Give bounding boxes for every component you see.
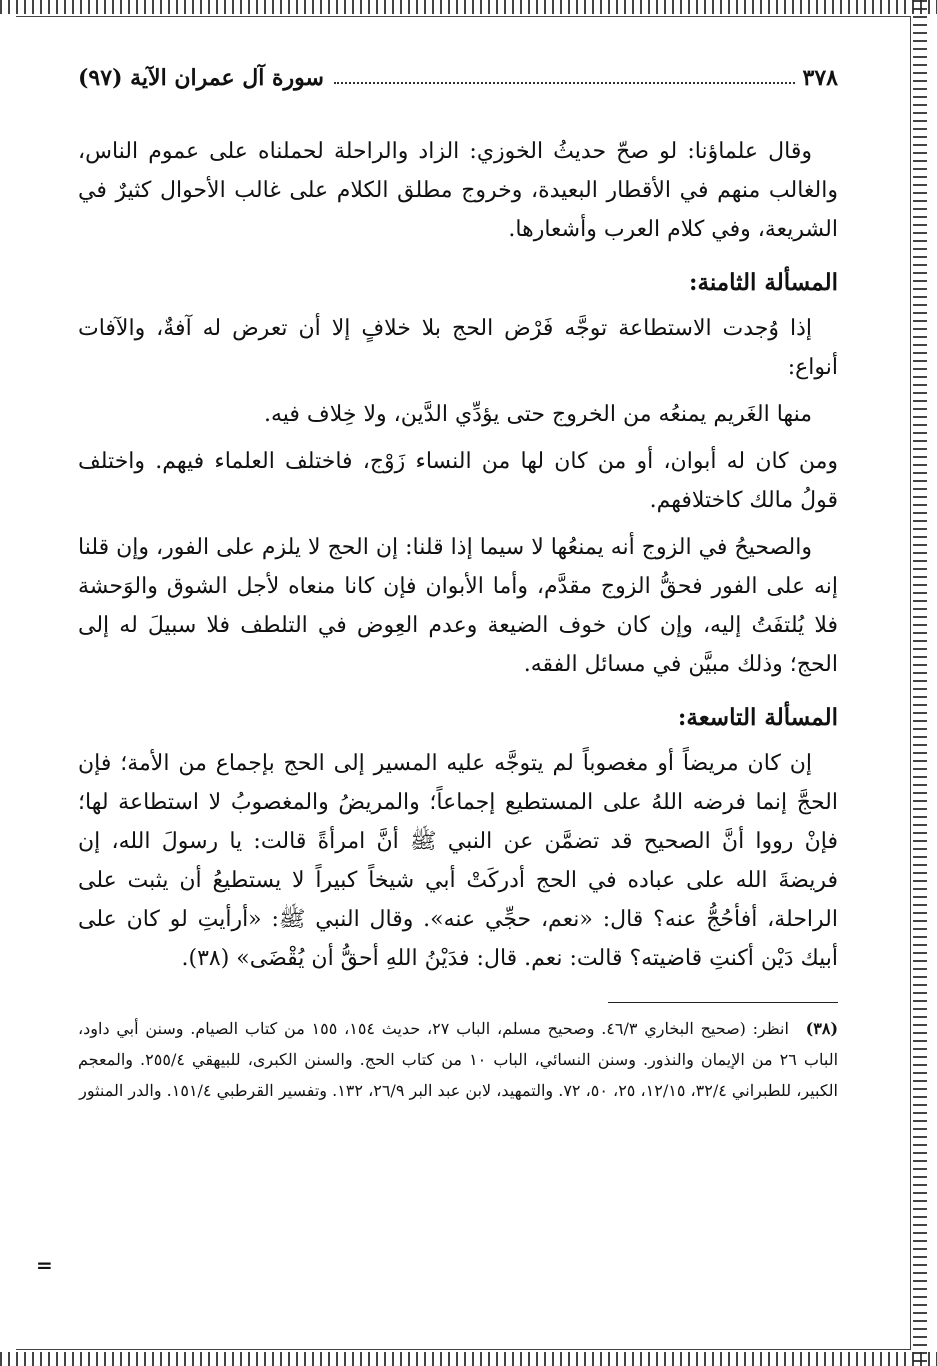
footnote-number: (٣٨) (805, 1019, 839, 1038)
border-inner-line (910, 16, 911, 1350)
paragraph-1: وقال علماؤنا: لو صحّ حديثُ الخوزي: الزاد والراحلة لحملناه على عموم الناس، والغالب منهم في الأقطار البعيدة، وخروج مطلق الكلام على غالب الأحوال كثيرٌ في الشريعة، وفي كلام العرب وأشعارها. (78, 139, 838, 242)
section-heading-9: المسألة التاسعة: (677, 704, 838, 731)
footnote (78, 1013, 838, 1106)
decorative-border-bottom (0, 1352, 937, 1366)
decorative-border-right (913, 0, 927, 1366)
decorative-border-top (0, 0, 937, 14)
running-header (78, 60, 838, 96)
footnote-continuation-mark: = (36, 1253, 53, 1277)
footnote-text: انظر: (صحيح البخاري ٤٦/٣. وصحيح مسلم، الباب ٢٧، حديث ١٥٤، ١٥٥ من كتاب الصيام. وسنن أبي داود، الباب ٢٦ من الإيمان والنذور. وسنن النسائي، الباب ١٠ من كتاب الحج. والسنن الكبرى، للبيهقي ٢٥٥/٤. والمعجم الكبير، للطبراني ٣٢/٤، ١٢/١٥، ٢٥، ٥٠، ٧٢. والتمهيد، لابن عبد البر ٢٦/٩، ١٣٢. وتفسير القرطبي ١٥١/٤. والدر المنثور (78, 1019, 839, 1100)
paragraph-6: إن كان مريضاً أو مغصوباً لم يتوجَّه عليه المسير إلى الحج بإجماع من الأمة؛ فإن الحجَّ إنما فرضه اللهُ على المستطيع إجماعاً؛ والمريضُ والمغصوبُ لا استطاعة لها؛ فإنْ رووا أنَّ الصحيح قد تضمَّن عن النبي ﷺ أنَّ امرأةً قالت: يا رسولَ الله، إن فريضةَ الله على عباده في الحج أدركَتْ أبي شيخاً كبيراً لا يستطيعُ أن يثبت على الراحلة، أفأحُجُّ عنه؟ قال: «نعم، حجِّي عنه». وقال النبي ﷺ: «أرأيتِ لو كان على أبيك دَيْن أكنتِ قاضيته؟ قالت: نعم. قال: فدَيْنُ اللهِ أحقُّ أن يُقْضَى» (٣٨). (78, 751, 838, 971)
paragraph-5: والصحيحُ في الزوج أنه يمنعُها لا سيما إذا قلنا: إن الحج لا يلزم على الفور، وإن قلنا إنه على الفور فحقُّ الزوج مقدَّم، وأما الأبوان فإن كانا منعاه لأجل الشوق والوَحشة فلا يُلتفَتُ إليه، وإن كان خوف الضيعة وعدم العِوض في التلطف فلا سبيلَ له إلى الحج؛ وذلك مبيَّن في مسائل الفقه. (78, 535, 838, 677)
section-heading-8: المسألة الثامنة: (689, 269, 838, 296)
paragraph-3: منها الغَريم يمنعُه من الخروج حتى يؤدِّي الدَّين، ولا خِلاف فيه. (264, 402, 812, 427)
header-dotted-leader (334, 72, 795, 84)
border-inner-top-line (16, 16, 911, 17)
border-inner-bottom-line (16, 1349, 911, 1350)
footnote-separator (608, 1002, 838, 1003)
running-title: سورة آل عمران الآية (٩٧) (78, 65, 324, 91)
page-content (78, 60, 838, 1106)
paragraph-2: إذا وُجدت الاستطاعة توجَّه فَرْض الحج بلا خلافٍ إلا أن تعرض له آفةٌ، والآفات أنواع: (78, 316, 838, 380)
paragraph-4: ومن كان له أبوان، أو من كان لها من النساء زَوْج، فاختلف العلماء فيهم. واختلف قولُ مالك كاختلافهم. (78, 449, 839, 513)
page-number: ٣٧٨ (802, 65, 838, 91)
